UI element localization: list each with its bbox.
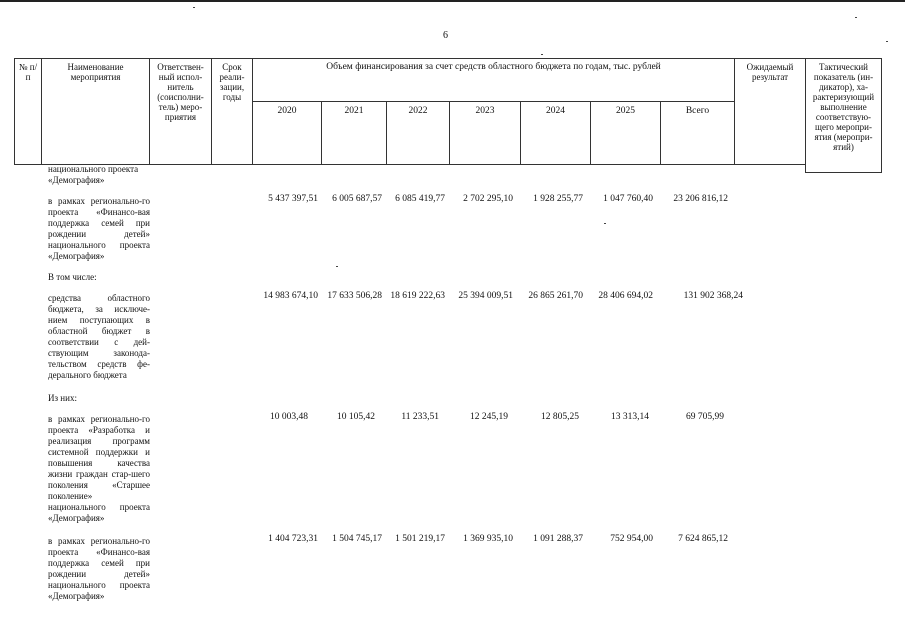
header-col-funding <box>252 58 735 102</box>
row-label: средства областного бюджета, за исключе-нием поступающих в областной бюджет в соответствии с дей-ствующим законода-тельством средств фе-дерального бюджета <box>48 293 150 380</box>
cell-2022: 6 085 419,77 <box>395 194 445 204</box>
header-year-2023-text: 2023 <box>475 106 495 116</box>
header-col-name <box>41 58 150 165</box>
page-top-rule <box>0 0 905 2</box>
header-year-2022-text: 2022 <box>408 106 428 116</box>
cell-2025: 13 313,14 <box>611 412 649 422</box>
row-label: в рамках регионально-го проекта «Финансо-вая поддержка семей при рождении детей» национального проекта «Демография» <box>48 196 150 261</box>
header-col-term-text: Срок реали-зации, годы <box>219 62 245 102</box>
cell-2020: 1 404 723,31 <box>268 534 318 544</box>
cell-2022: 11 233,51 <box>401 412 439 422</box>
cell-2025: 28 406 694,02 <box>598 291 653 301</box>
header-year-2020 <box>252 101 322 165</box>
cell-2021: 6 005 687,57 <box>332 194 382 204</box>
row-label: в рамках регионально-го проекта «Финансо-вая поддержка семей при рождении детей» национального проекта «Демография» <box>48 536 150 601</box>
cell-2022: 18 619 222,63 <box>390 291 445 301</box>
header-year-2022 <box>386 101 450 165</box>
row-label: в рамках регионально-го проекта «Разработка и реализация программ системной поддержки и повышения качества жизни граждан стар-шего поколения «Старшее поколение» национального проекта «Демография» <box>48 414 150 523</box>
cell-2021: 10 105,42 <box>337 412 375 422</box>
cell-2023: 2 702 295,10 <box>463 194 513 204</box>
cell-2024: 1 091 288,37 <box>533 534 583 544</box>
cell-2020: 5 437 397,51 <box>268 194 318 204</box>
cell-2021: 1 504 745,17 <box>332 534 382 544</box>
cell-total: 7 624 865,12 <box>678 534 728 544</box>
header-year-total <box>660 101 735 165</box>
scan-speck <box>541 54 543 55</box>
row-label: В том числе: <box>48 272 97 282</box>
header-year-2025-text: 2025 <box>616 106 635 116</box>
scan-speck <box>604 223 606 224</box>
header-col-indicator <box>805 58 882 173</box>
page-number: 6 <box>443 30 448 41</box>
cell-2023: 12 245,19 <box>470 412 508 422</box>
cell-2025: 1 047 760,40 <box>603 194 653 204</box>
header-col-term <box>211 58 253 165</box>
header-col-responsible-text: Ответствен-ный испол-нитель (соисполни-тель) меро-приятия <box>157 62 204 122</box>
header-year-2024-text: 2024 <box>546 106 565 116</box>
header-col-responsible <box>149 58 212 165</box>
header-year-2023 <box>449 101 521 165</box>
cell-2023: 1 369 935,10 <box>463 534 513 544</box>
row-label: национального проекта «Демография» <box>48 164 139 185</box>
cell-2022: 1 501 219,17 <box>395 534 445 544</box>
scan-speck <box>193 7 195 8</box>
cell-total: 69 705,99 <box>686 412 724 422</box>
header-year-2021-text: 2021 <box>344 106 364 116</box>
row-label: Из них: <box>48 393 77 403</box>
cell-2024: 26 865 261,70 <box>528 291 583 301</box>
cell-2020: 14 983 674,10 <box>263 291 318 301</box>
scan-speck <box>886 41 888 42</box>
cell-2021: 17 633 506,28 <box>327 291 382 301</box>
header-col-result-text: Ожидаемый результат <box>746 62 794 82</box>
cell-2024: 12 805,25 <box>541 412 579 422</box>
header-col-funding-text: Объем финансирования за счет средств областного бюджета по годам, тыс. рублей <box>326 62 661 72</box>
header-col-name-text: Наименование мероприятия <box>67 62 124 82</box>
header-col-result <box>734 58 806 165</box>
header-year-2024 <box>520 101 591 165</box>
cell-2025: 752 954,00 <box>610 534 653 544</box>
cell-total: 23 206 816,12 <box>673 194 728 204</box>
cell-2024: 1 928 255,77 <box>533 194 583 204</box>
cell-2023: 25 394 009,51 <box>458 291 513 301</box>
header-year-total-text: Всего <box>685 106 710 116</box>
header-col-number-text: № п/п <box>18 62 38 82</box>
header-col-number <box>14 58 42 165</box>
scan-speck <box>336 266 338 267</box>
header-year-2020-text: 2020 <box>277 106 297 116</box>
scan-speck <box>855 17 857 18</box>
header-col-indicator-text: Тактический показатель (ин-дикатор), ха-рактеризующий выполнение соответствую-щего меропри-ятия (меропри-ятий) <box>812 62 875 152</box>
header-year-2025 <box>590 101 661 165</box>
cell-total: 131 902 368,24 <box>683 291 743 301</box>
header-year-2021 <box>321 101 387 165</box>
cell-2020: 10 003,48 <box>270 412 308 422</box>
